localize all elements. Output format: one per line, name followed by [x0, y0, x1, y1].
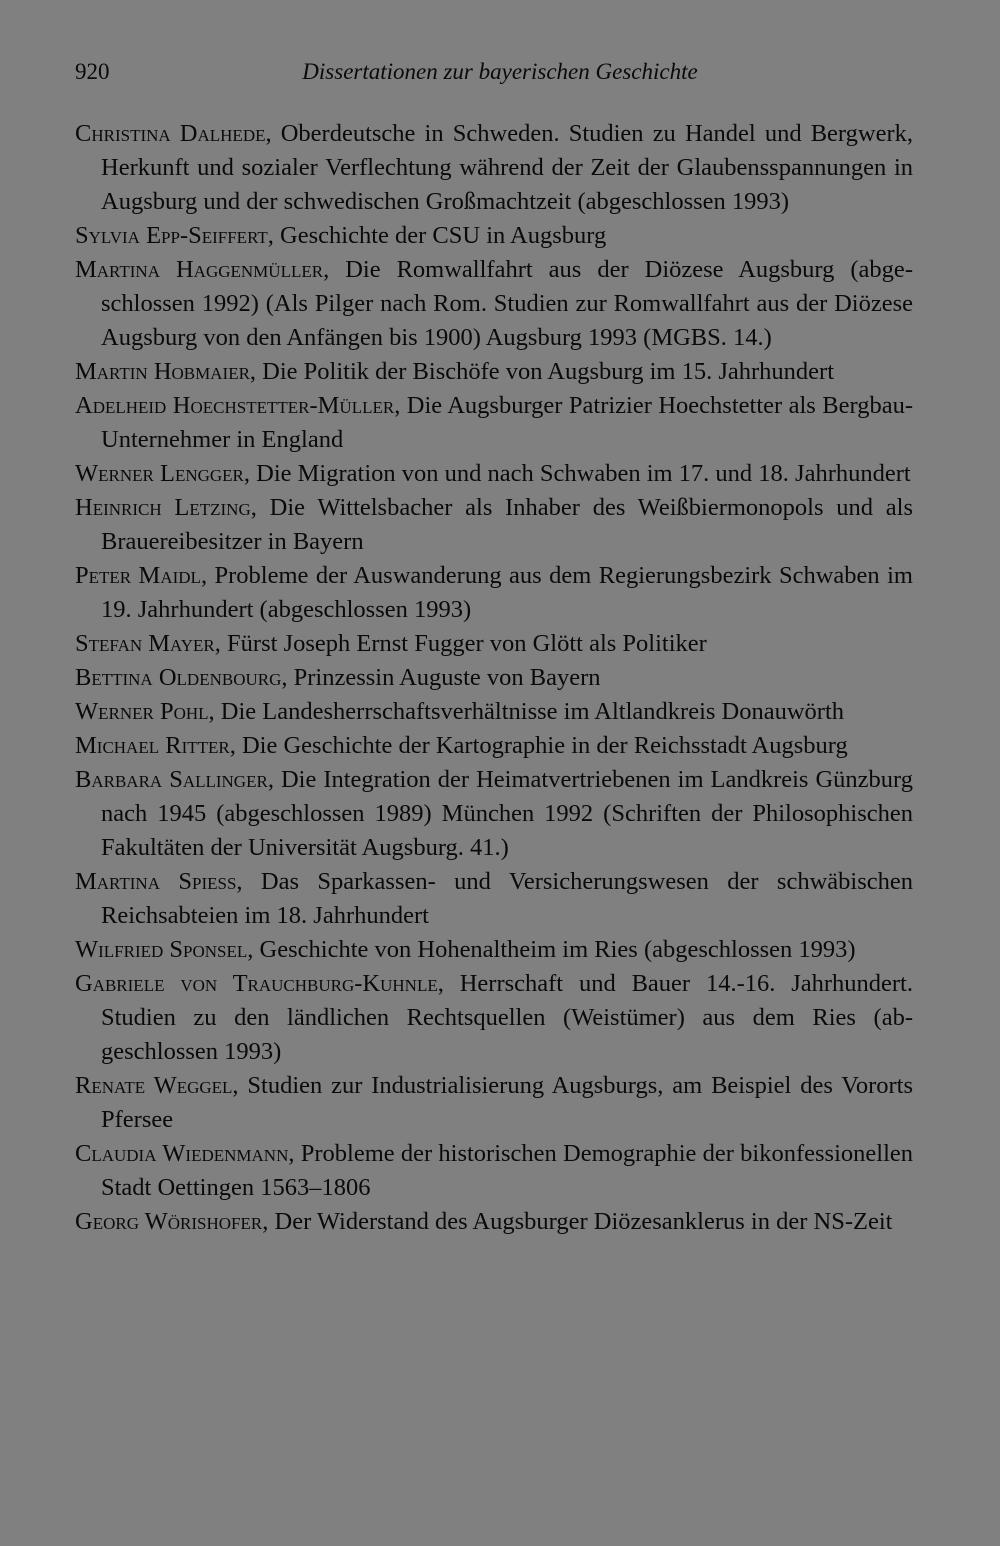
author-name: Werner Lengger — [75, 460, 244, 487]
dissertation-title: , Die Augsburger Patrizier Hoechstetter als Bergbau-Unternehmer in England — [101, 392, 913, 453]
author-name: Heinrich Letzing — [75, 494, 251, 521]
dissertation-title: , Die Geschichte der Kartographie in der Reichsstadt Augsburg — [229, 732, 848, 759]
author-name: Michael Ritter — [75, 732, 230, 759]
author-name: Renate Weggel — [75, 1072, 233, 1099]
author-name: Christina Dalhede — [75, 120, 266, 147]
author-name: Georg Wörishofer — [75, 1208, 263, 1235]
dissertation-title: , Das Sparkassen- und Versicherungswesen der schwäbischen Reichsabteien im 18. Jahrhundert — [101, 868, 913, 929]
author-name: Claudia Wiedenmann — [75, 1140, 289, 1167]
list-item — [75, 661, 913, 695]
author-name: Martina Haggenmüller — [75, 256, 324, 283]
dissertation-title: , Die Romwallfahrt aus der Diözese Augsburg (abgeschlossen 1992) (Als Pilger nach Rom. Studien zur Romwallfahrt aus der Diözese Augsburg von den Anfängen bis 1900) Augsburg 1993 (MGBS. 14.) — [101, 256, 913, 351]
list-item — [75, 491, 913, 559]
list-item — [75, 695, 913, 729]
dissertation-title: , Die Politik der Bischöfe von Augsburg im 15. Jahrhundert — [249, 358, 835, 385]
author-name: Adelheid Hoechstetter-Müller — [75, 392, 395, 419]
list-item — [75, 1069, 913, 1137]
dissertation-title: , Die Wittelsbacher als Inhaber des Weißbiermonopols und als Brauereibesitzer in Bayern — [101, 494, 913, 555]
list-item — [75, 355, 913, 389]
dissertation-title: , Probleme der Auswanderung aus dem Regierungsbezirk Schwaben im 19. Jahrhundert (abgeschlossen 1993) — [101, 562, 913, 623]
author-name: Peter Maidl — [75, 562, 201, 589]
dissertation-title: , Geschichte von Hohenaltheim im Ries (abgeschlossen 1993) — [247, 936, 856, 963]
page-number: 920 — [75, 59, 110, 84]
list-item — [75, 967, 913, 1069]
author-name: Bettina Oldenbourg — [75, 664, 282, 691]
list-item — [75, 865, 913, 933]
author-name: Martin Hobmaier — [75, 358, 250, 385]
running-title: Dissertationen zur bayerischen Geschichte — [302, 59, 698, 84]
list-item — [75, 117, 913, 219]
author-name: Werner Pohl — [75, 698, 209, 725]
list-item — [75, 1137, 913, 1205]
dissertation-title: , Fürst Joseph Ernst Fugger von Glött als Politiker — [214, 630, 707, 657]
page-header — [0, 56, 1000, 92]
list-item — [75, 559, 913, 627]
author-name: Barbara Sallinger — [75, 766, 268, 793]
author-name: Sylvia Epp-Seiffert — [75, 222, 268, 249]
list-item — [75, 729, 913, 763]
dissertation-title: , Die Migration von und nach Schwaben im 17. und 18. Jahrhundert — [243, 460, 911, 487]
dissertation-title: , Prinzessin Auguste von Bayern — [281, 664, 601, 691]
dissertation-title: , Probleme der historischen Demographie der bikonfessionellen Stadt Oettingen 1563–1806 — [101, 1140, 913, 1201]
list-item — [75, 933, 913, 967]
dissertation-title: , Der Widerstand des Augsburger Diözesanklerus in der NS-Zeit — [262, 1208, 893, 1235]
dissertation-list — [75, 117, 913, 1239]
list-item — [75, 219, 913, 253]
dissertation-title: , Geschichte der CSU in Augsburg — [267, 222, 607, 249]
list-item — [75, 627, 913, 661]
author-name: Martina Spiess — [75, 868, 237, 895]
author-name: Wilfried Sponsel — [75, 936, 248, 963]
author-name: Stefan Mayer — [75, 630, 215, 657]
list-item — [75, 763, 913, 865]
dissertation-title: , Oberdeutsche in Schweden. Studien zu Handel und Bergwerk, Herkunft und sozialer Verflechtung während der Zeit der Glaubensspannungen in Augsburg und der schwedischen Großmachtzeit (abgeschlossen 1993) — [101, 120, 913, 215]
list-item — [75, 457, 913, 491]
dissertation-title: , Herrschaft und Bauer 14.-16. Jahrhundert. Studien zu den ländlichen Rechtsquellen (Weistümer) aus dem Ries (abgeschlossen 1993) — [101, 970, 913, 1065]
author-name: Gabriele von Trauchburg-Kuhnle — [75, 970, 438, 997]
dissertation-title: , Studien zur Industrialisierung Augsburgs, am Beispiel des Vororts Pfersee — [101, 1072, 913, 1133]
dissertation-title: , Die Landesherrschaftsverhältnisse im Altlandkreis Donauwörth — [208, 698, 845, 725]
list-item — [75, 253, 913, 355]
dissertation-title: , Die Integration der Heimatvertriebenen im Landkreis Günzburg nach 1945 (abgeschlossen 1989) München 1992 (Schriften der Philosophischen Fakultäten der Universität Augsburg. 41.) — [101, 766, 913, 861]
list-item — [75, 389, 913, 457]
list-item — [75, 1205, 913, 1239]
